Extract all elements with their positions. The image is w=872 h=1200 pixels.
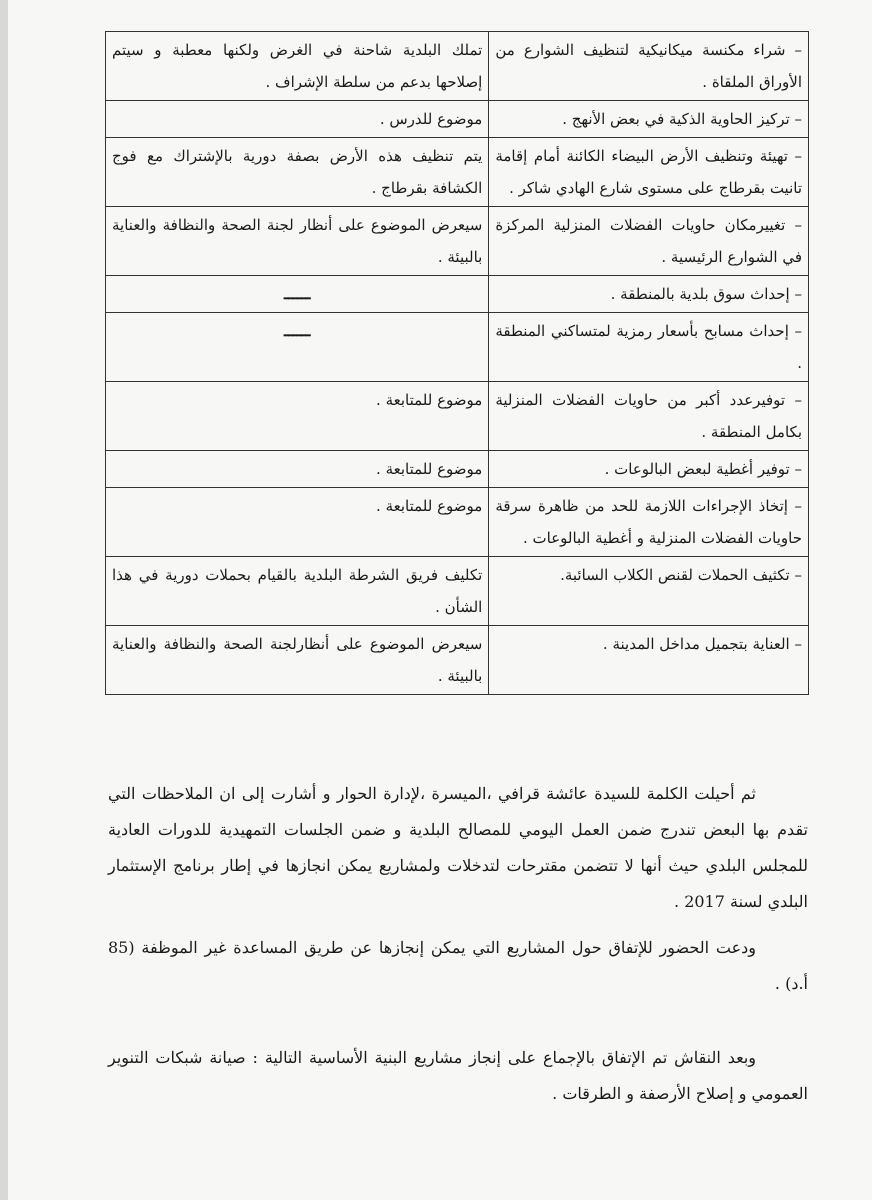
proposal-cell: – إتخاذ الإجراءات اللازمة للحد من ظاهرة سرقة حاويات الفضلات المنزلية و أغطية البالوعات . — [489, 488, 809, 557]
response-cell: سيعرض الموضوع على أنظار لجنة الصحة والنظافة والعناية بالبيئة . — [106, 207, 489, 276]
table-row — [106, 488, 809, 557]
proposal-cell: – العناية بتجميل مداخل المدينة . — [489, 626, 809, 695]
discussion-paragraph-2 — [108, 930, 808, 1002]
proposal-cell: – إحداث مسابح بأسعار رمزية لمتساكني المنطقة . — [489, 313, 809, 382]
paragraph-text: وبعد النقاش تم الإتفاق بالإجماع على إنجاز مشاريع البنية الأساسية التالية : صيانة شبكات التنوير العمومي و إصلاح الأرصفة و الطرقات . — [108, 1048, 808, 1103]
table-row — [106, 276, 809, 313]
response-cell: تملك البلدية شاحنة في الغرض ولكنها معطبة و سيتم إصلاحها بدعم من سلطة الإشراف . — [106, 32, 489, 101]
table-body — [106, 32, 809, 695]
table-row — [106, 138, 809, 207]
table-row — [106, 451, 809, 488]
dash-mark: ــــــ — [283, 322, 311, 340]
dash-mark: ــــــ — [283, 285, 311, 303]
response-cell: تكليف فريق الشرطة البلدية بالقيام بحملات دورية في هذا الشأن . — [106, 557, 489, 626]
table-row — [106, 626, 809, 695]
response-cell — [106, 313, 489, 382]
table-row — [106, 313, 809, 382]
response-cell: موضوع للمتابعة . — [106, 488, 489, 557]
table-row — [106, 557, 809, 626]
discussion-paragraph-1 — [108, 776, 808, 920]
proposals-table — [105, 31, 809, 695]
table-row — [106, 32, 809, 101]
paragraph-text: ثم أحيلت الكلمة للسيدة عائشة قرافي ،المیسرة ،لإدارة الحوار و أشارت إلى ان الملاحظات التي تقدم بها البعض تندرج ضمن العمل اليومي للمصالح البلدية و ضمن الجلسات التمهيدية للدورات العادية للمجلس البلدي حيث أنها لا تتضمن مقترحات لتدخلات ولمشاريع يمكن انجازها في إطار برنامج الإستثمار البلدي لسنة 2017 . — [108, 784, 808, 911]
table-row — [106, 101, 809, 138]
proposal-cell: – تغييرمكان حاويات الفضلات المنزلية المركزة في الشوارع الرئيسية . — [489, 207, 809, 276]
table-row — [106, 207, 809, 276]
response-cell — [106, 276, 489, 313]
page-edge — [0, 0, 8, 1200]
response-cell: موضوع للدرس . — [106, 101, 489, 138]
response-cell: يتم تنظيف هذه الأرض بصفة دورية بالإشتراك مع فوج الكشافة بقرطاج . — [106, 138, 489, 207]
proposal-cell: – تركيز الحاوية الذكية في بعض الأنهج . — [489, 101, 809, 138]
proposal-cell: – توفيرعدد أكبر من حاويات الفضلات المنزلية بكامل المنطقة . — [489, 382, 809, 451]
proposal-cell: – إحداث سوق بلدية بالمنطقة . — [489, 276, 809, 313]
proposal-cell: – شراء مكنسة ميكانيكية لتنظيف الشوارع من الأوراق الملقاة . — [489, 32, 809, 101]
response-cell: موضوع للمتابعة . — [106, 451, 489, 488]
agreement-paragraph — [108, 1040, 808, 1112]
response-cell: موضوع للمتابعة . — [106, 382, 489, 451]
proposal-cell: – توفير أغطية لبعض البالوعات . — [489, 451, 809, 488]
paragraph-text: ودعت الحضور للإتفاق حول المشاريع التي يمكن إنجازها عن طريق المساعدة غير الموظفة (85 أ.د) . — [108, 938, 808, 993]
proposal-cell: – تهيئة وتنظيف الأرض البيضاء الكائنة أمام إقامة تانيت بقرطاج على مستوى شارع الهادي شاكر . — [489, 138, 809, 207]
table-row — [106, 382, 809, 451]
response-cell: سيعرض الموضوع على أنظارلجنة الصحة والنظافة والعناية بالبيئة . — [106, 626, 489, 695]
proposal-cell: – تكثيف الحملات لقنص الكلاب السائبة. — [489, 557, 809, 626]
